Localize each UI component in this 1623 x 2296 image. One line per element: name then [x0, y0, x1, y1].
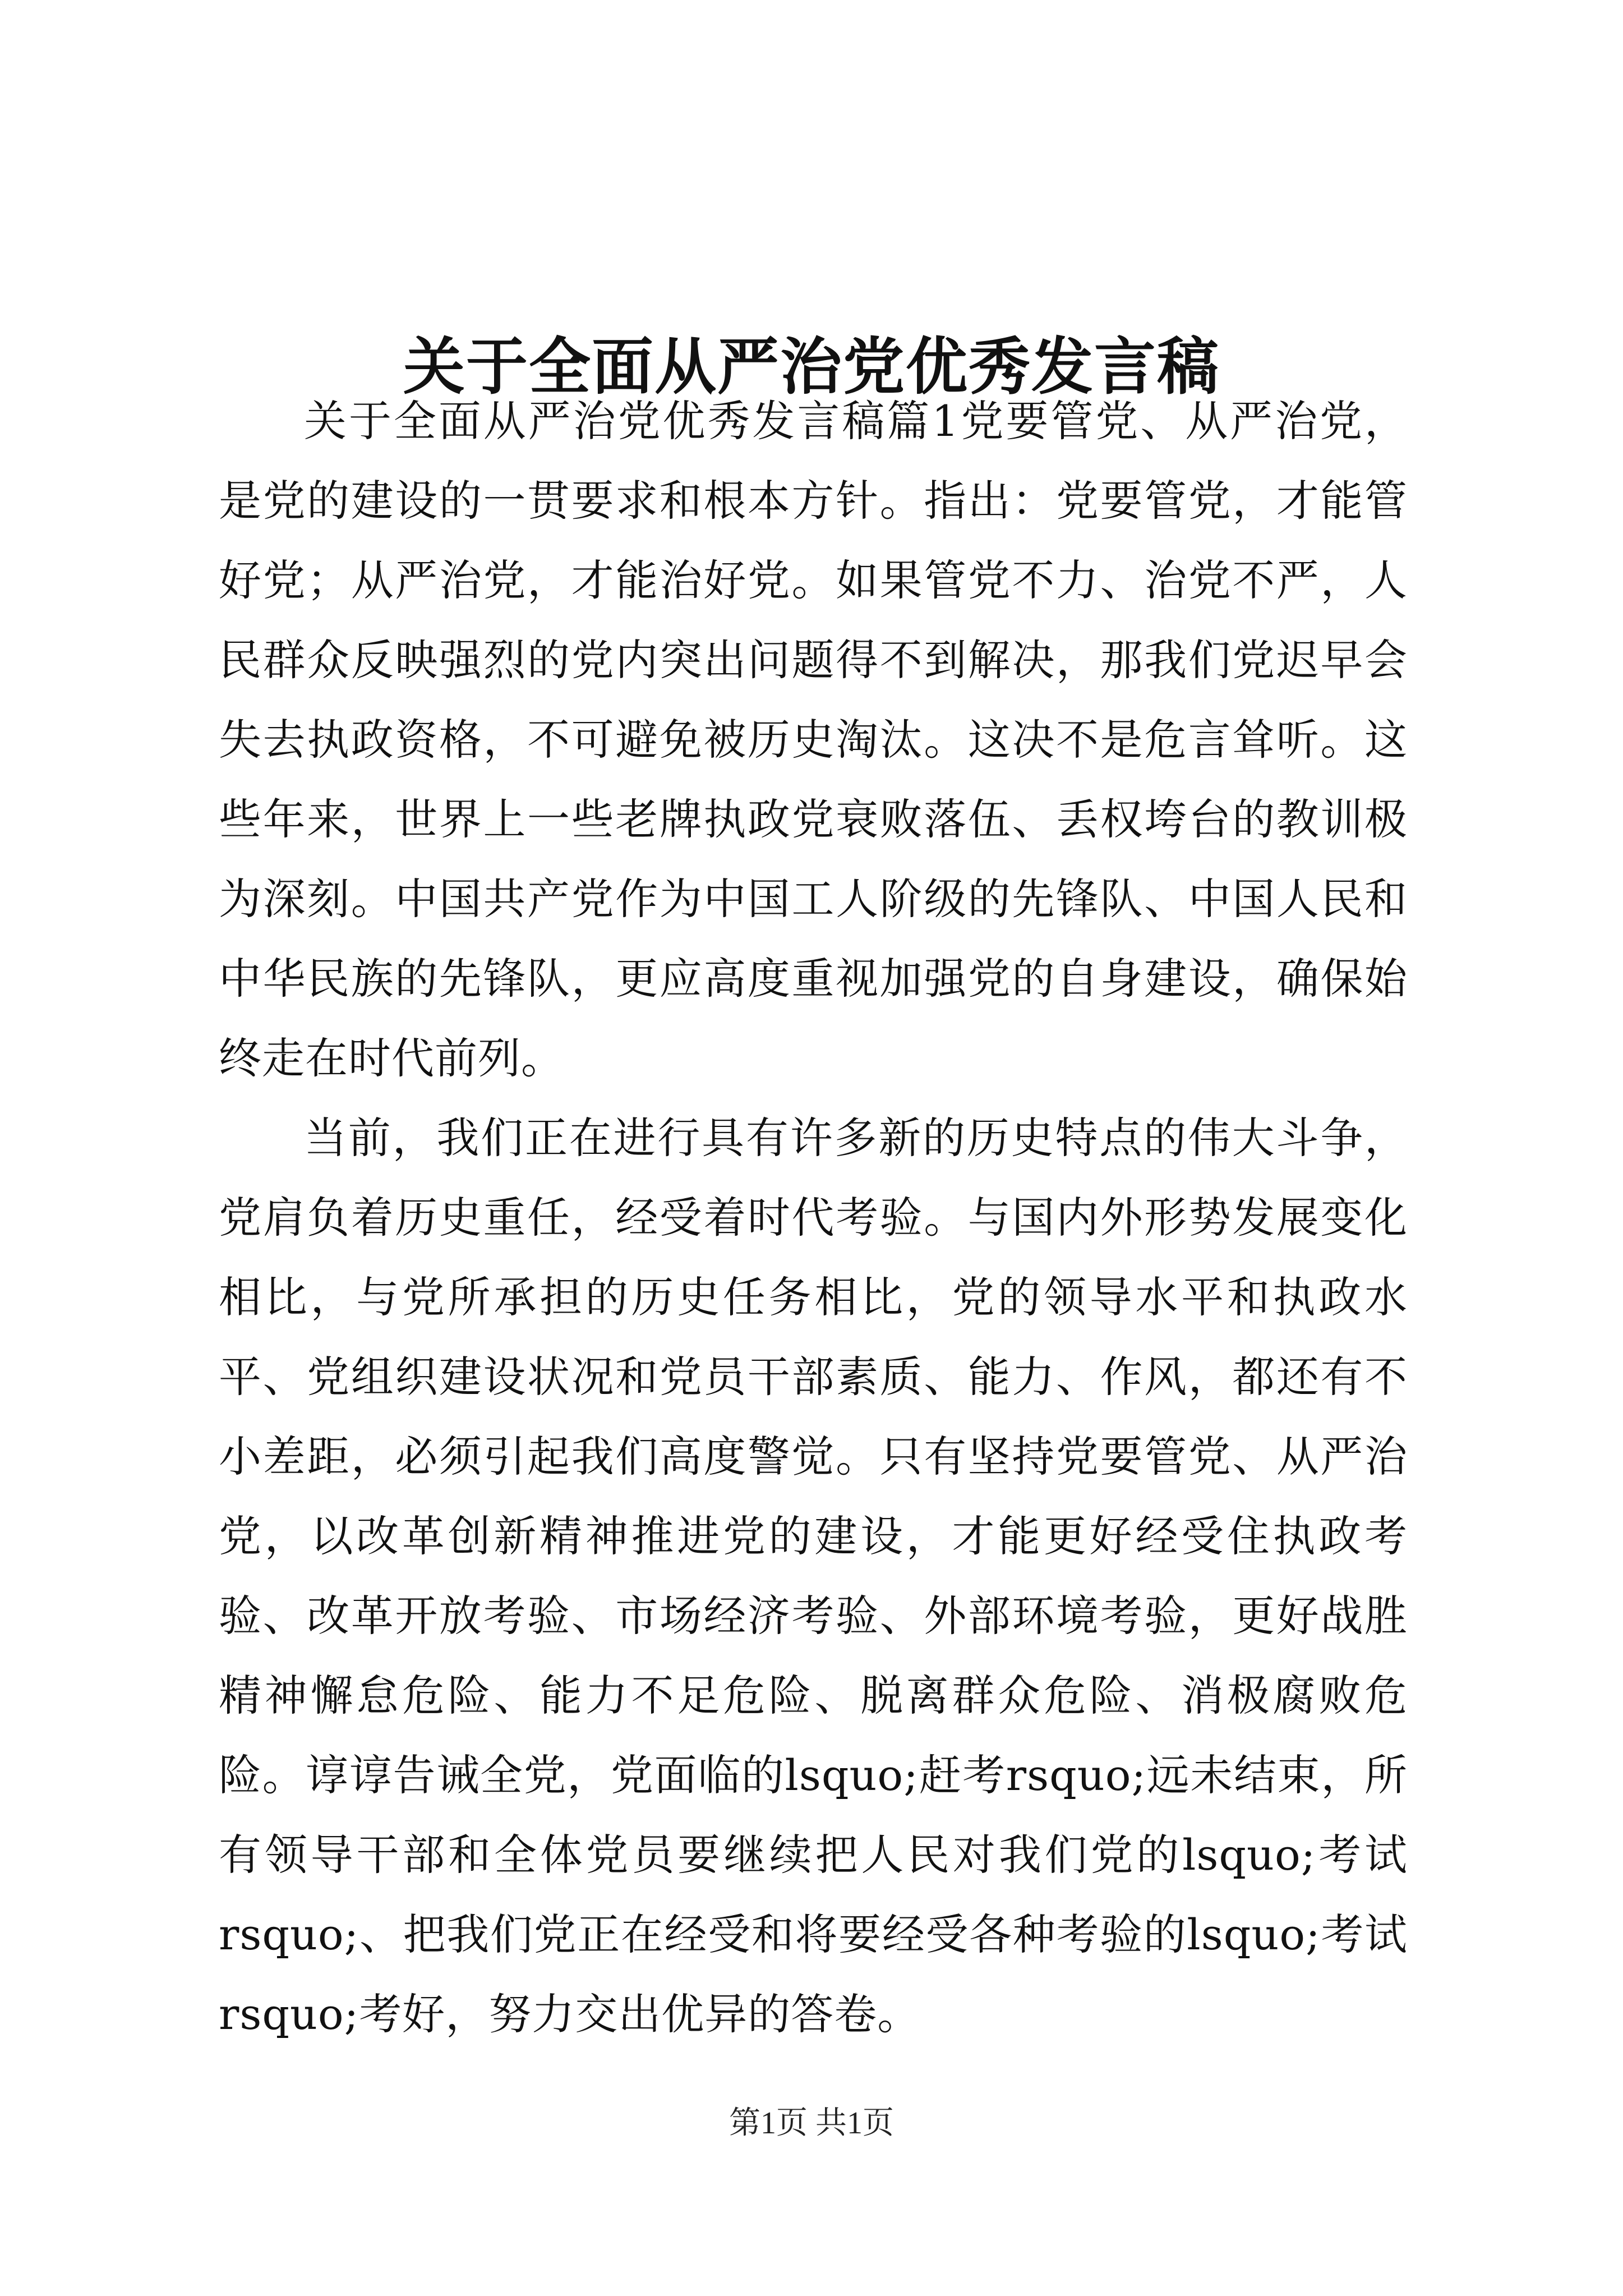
body-paragraph-2: 当前，我们正在进行具有许多新的历史特点的伟大斗争，党肩负着历史重任，经受着时代考验。与国内外形势发展变化相比，与党所承担的历史任务相比，党的领导水平和执政水平、党组织建设状况和党员干部素质、能力、作风，都还有不小差距，必须引起我们高度警觉。只有坚持党要管党、从严治党，以改革创新精神推进党的建设，才能更好经受住执政考验、改革开放考验、市场经济考验、外部环境考验，更好战胜精神懈怠危险、能力不足危险、脱离群众危险、消极腐败危险。谆谆告诫全党，党面临的lsquo;赶考rsquo;远未结束，所有领导干部和全体党员要继续把人民对我们党的lsquo;考试rsquo;、把我们党正在经受和将要经受各种考验的lsquo;考试rsquo;考好，努力交出优异的答卷。 [219, 1113, 1408, 2039]
body-paragraph-1: 关于全面从严治党优秀发言稿篇1党要管党、从严治党，是党的建设的一贯要求和根本方针。指出：党要管党，才能管好党；从严治党，才能治好党。如果管党不力、治党不严，人民群众反映强烈的党内突出问题得不到解决，那我们党迟早会失去执政资格，不可避免被历史淘汰。这决不是危言耸听。这些年来，世界上一些老牌执政党衰败落伍、丢权垮台的教训极为深刻。中国共产党作为中国工人阶级的先锋队、中国人民和中华民族的先锋队，更应高度重视加强党的自身建设，确保始终走在时代前列。 [219, 396, 1408, 1083]
document-body [219, 381, 1408, 2054]
document-title: 关于全面从严治党优秀发言稿 [403, 330, 1220, 403]
page-footer: 第1页 共1页 [729, 2106, 894, 2141]
